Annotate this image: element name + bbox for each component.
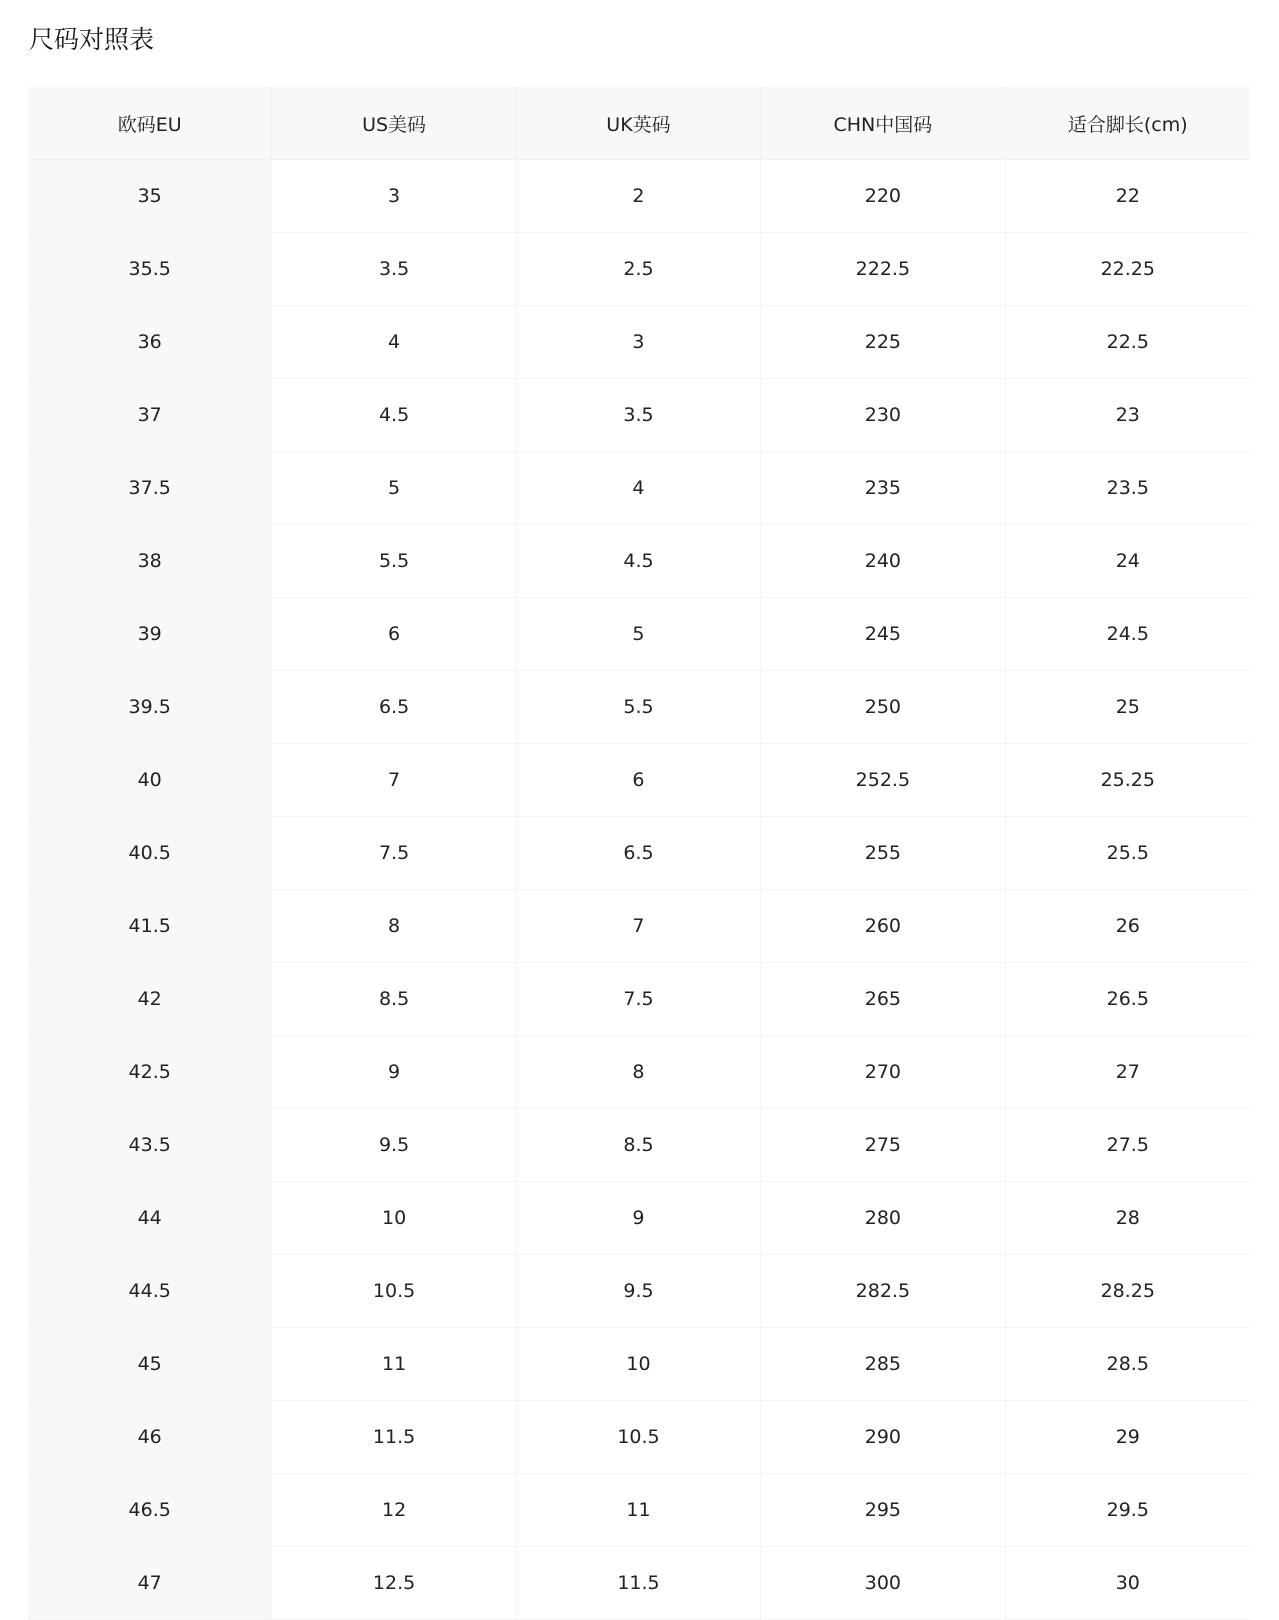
cell-uk-size: 7 [517, 890, 761, 963]
cell-us-size: 12.5 [272, 1547, 516, 1620]
cell-eu-size: 35.5 [28, 233, 272, 306]
cell-chn-size: 260 [761, 890, 1005, 963]
header-us-size: US美码 [272, 87, 516, 160]
cell-foot-length: 24.5 [1006, 598, 1250, 671]
cell-eu-size: 38 [28, 525, 272, 598]
cell-foot-length: 27 [1006, 1036, 1250, 1109]
table-row [28, 452, 1250, 525]
cell-foot-length: 28 [1006, 1182, 1250, 1255]
cell-foot-length: 28.25 [1006, 1255, 1250, 1328]
cell-uk-size: 7.5 [517, 963, 761, 1036]
cell-chn-size: 245 [761, 598, 1005, 671]
header-chn-size: CHN中国码 [761, 87, 1005, 160]
cell-foot-length: 27.5 [1006, 1109, 1250, 1182]
cell-eu-size: 46 [28, 1401, 272, 1474]
cell-chn-size: 282.5 [761, 1255, 1005, 1328]
cell-foot-length: 25.5 [1006, 817, 1250, 890]
cell-uk-size: 8 [517, 1036, 761, 1109]
table-row [28, 1474, 1250, 1547]
table-row [28, 1255, 1250, 1328]
table-row [28, 890, 1250, 963]
cell-eu-size: 40.5 [28, 817, 272, 890]
cell-eu-size: 44.5 [28, 1255, 272, 1328]
table-row [28, 744, 1250, 817]
table-row [28, 1036, 1250, 1109]
cell-uk-size: 6 [517, 744, 761, 817]
table-row [28, 1109, 1250, 1182]
cell-foot-length: 23 [1006, 379, 1250, 452]
cell-us-size: 9 [272, 1036, 516, 1109]
cell-us-size: 12 [272, 1474, 516, 1547]
cell-us-size: 6.5 [272, 671, 516, 744]
cell-eu-size: 42 [28, 963, 272, 1036]
cell-foot-length: 22.5 [1006, 306, 1250, 379]
table-row [28, 160, 1250, 233]
cell-chn-size: 255 [761, 817, 1005, 890]
cell-uk-size: 2.5 [517, 233, 761, 306]
cell-uk-size: 3 [517, 306, 761, 379]
cell-eu-size: 36 [28, 306, 272, 379]
cell-chn-size: 252.5 [761, 744, 1005, 817]
cell-uk-size: 10.5 [517, 1401, 761, 1474]
cell-eu-size: 39.5 [28, 671, 272, 744]
table-row [28, 1182, 1250, 1255]
cell-foot-length: 22.25 [1006, 233, 1250, 306]
cell-uk-size: 2 [517, 160, 761, 233]
table-row [28, 598, 1250, 671]
header-foot-length: 适合脚长(cm) [1006, 87, 1250, 160]
cell-us-size: 11 [272, 1328, 516, 1401]
cell-foot-length: 26.5 [1006, 963, 1250, 1036]
cell-chn-size: 270 [761, 1036, 1005, 1109]
cell-foot-length: 26 [1006, 890, 1250, 963]
cell-uk-size: 8.5 [517, 1109, 761, 1182]
cell-us-size: 11.5 [272, 1401, 516, 1474]
page-title: 尺码对照表 [29, 25, 155, 54]
cell-eu-size: 37.5 [28, 452, 272, 525]
cell-chn-size: 290 [761, 1401, 1005, 1474]
cell-us-size: 7.5 [272, 817, 516, 890]
cell-us-size: 8.5 [272, 963, 516, 1036]
cell-foot-length: 25 [1006, 671, 1250, 744]
cell-eu-size: 45 [28, 1328, 272, 1401]
cell-eu-size: 35 [28, 160, 272, 233]
cell-us-size: 5.5 [272, 525, 516, 598]
cell-eu-size: 47 [28, 1547, 272, 1620]
size-chart-table [28, 87, 1250, 1620]
cell-chn-size: 295 [761, 1474, 1005, 1547]
cell-us-size: 7 [272, 744, 516, 817]
cell-us-size: 5 [272, 452, 516, 525]
cell-eu-size: 37 [28, 379, 272, 452]
cell-uk-size: 5.5 [517, 671, 761, 744]
cell-uk-size: 11.5 [517, 1547, 761, 1620]
table-row [28, 525, 1250, 598]
cell-uk-size: 9 [517, 1182, 761, 1255]
table-row [28, 233, 1250, 306]
header-row [28, 87, 1250, 160]
header-uk-size: UK英码 [517, 87, 761, 160]
cell-foot-length: 22 [1006, 160, 1250, 233]
cell-eu-size: 41.5 [28, 890, 272, 963]
cell-eu-size: 42.5 [28, 1036, 272, 1109]
cell-foot-length: 28.5 [1006, 1328, 1250, 1401]
cell-us-size: 8 [272, 890, 516, 963]
cell-us-size: 3 [272, 160, 516, 233]
cell-uk-size: 4.5 [517, 525, 761, 598]
cell-foot-length: 30 [1006, 1547, 1250, 1620]
cell-uk-size: 11 [517, 1474, 761, 1547]
cell-foot-length: 23.5 [1006, 452, 1250, 525]
cell-uk-size: 10 [517, 1328, 761, 1401]
table-row [28, 306, 1250, 379]
cell-chn-size: 225 [761, 306, 1005, 379]
cell-us-size: 3.5 [272, 233, 516, 306]
cell-foot-length: 29 [1006, 1401, 1250, 1474]
table-row [28, 1547, 1250, 1620]
table-row [28, 817, 1250, 890]
cell-foot-length: 24 [1006, 525, 1250, 598]
cell-us-size: 4.5 [272, 379, 516, 452]
cell-us-size: 10.5 [272, 1255, 516, 1328]
header-eu-size: 欧码EU [28, 87, 272, 160]
size-chart-body [28, 160, 1250, 1620]
cell-us-size: 4 [272, 306, 516, 379]
cell-eu-size: 44 [28, 1182, 272, 1255]
cell-eu-size: 43.5 [28, 1109, 272, 1182]
cell-uk-size: 3.5 [517, 379, 761, 452]
cell-chn-size: 285 [761, 1328, 1005, 1401]
table-row [28, 963, 1250, 1036]
cell-chn-size: 222.5 [761, 233, 1005, 306]
table-row [28, 1328, 1250, 1401]
cell-eu-size: 39 [28, 598, 272, 671]
cell-us-size: 6 [272, 598, 516, 671]
table-row [28, 379, 1250, 452]
table-row [28, 1401, 1250, 1474]
cell-eu-size: 46.5 [28, 1474, 272, 1547]
cell-chn-size: 250 [761, 671, 1005, 744]
cell-uk-size: 9.5 [517, 1255, 761, 1328]
cell-us-size: 9.5 [272, 1109, 516, 1182]
cell-foot-length: 25.25 [1006, 744, 1250, 817]
table-row [28, 671, 1250, 744]
cell-chn-size: 235 [761, 452, 1005, 525]
cell-chn-size: 240 [761, 525, 1005, 598]
cell-chn-size: 230 [761, 379, 1005, 452]
cell-chn-size: 275 [761, 1109, 1005, 1182]
cell-chn-size: 220 [761, 160, 1005, 233]
cell-chn-size: 300 [761, 1547, 1005, 1620]
cell-uk-size: 5 [517, 598, 761, 671]
size-chart-header [28, 87, 1250, 160]
cell-uk-size: 6.5 [517, 817, 761, 890]
cell-uk-size: 4 [517, 452, 761, 525]
cell-chn-size: 265 [761, 963, 1005, 1036]
cell-eu-size: 40 [28, 744, 272, 817]
cell-us-size: 10 [272, 1182, 516, 1255]
cell-chn-size: 280 [761, 1182, 1005, 1255]
cell-foot-length: 29.5 [1006, 1474, 1250, 1547]
